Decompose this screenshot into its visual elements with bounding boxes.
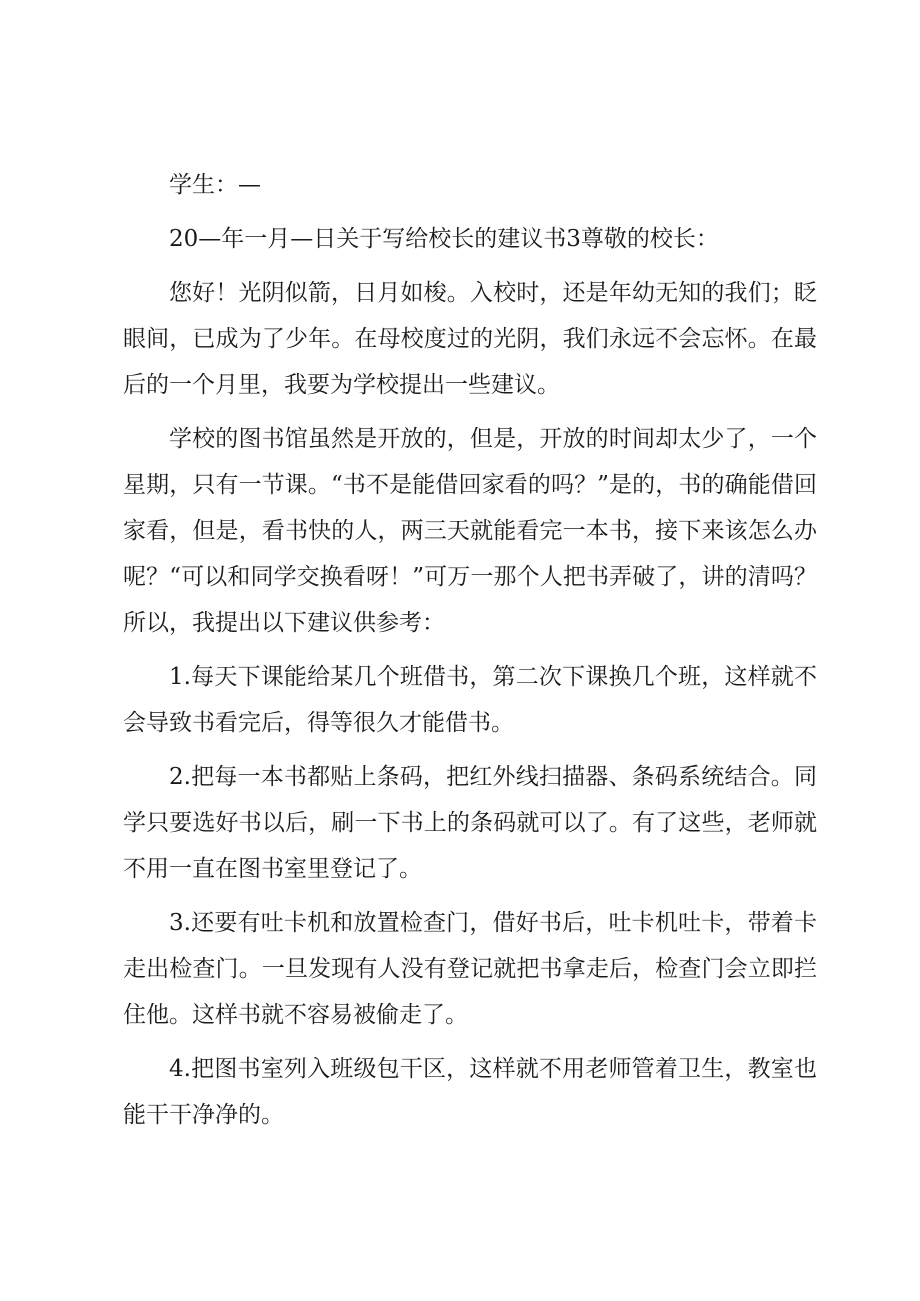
suggestion-4: 4.把图书室列入班级包干区，这样就不用老师管着卫生，教室也能干干净净的。: [123, 1056, 817, 1128]
letter-body: [123, 162, 817, 1138]
suggestion-1: 1.每天下课能给某几个班借书，第二次下课换几个班，这样就不会导致书看完后，得等很久才能借书。: [123, 664, 817, 736]
suggestion-3: 3.还要有吐卡机和放置检查门，借好书后，吐卡机吐卡，带着卡走出检查门。一旦发现有人没有登记就把书拿走后，检查门会立即拦住他。这样书就不容易被偷走了。: [123, 910, 817, 1028]
suggestion-2: 2.把每一本书都贴上条码，把红外线扫描器、条码系统结合。同学只要选好书以后，刷一下书上的条码就可以了。有了这些，老师就不用一直在图书室里登记了。: [123, 764, 817, 882]
letter-heading: 20—年一月—日关于写给校长的建议书3尊敬的校长：: [169, 226, 719, 252]
paragraph-library-problem: 学校的图书馆虽然是开放的，但是，开放的时间却太少了，一个星期，只有一节课。“书不是能借回家看的吗？”是的，书的确能借回家看，但是，看书快的人，两三天就能看完一本书，接下来该怎么办呢？“可以和同学交换看呀！”可万一那个人把书弄破了，讲的清吗？所以，我提出以下建议供参考：: [123, 426, 817, 636]
paragraph-greeting: 您好！光阴似箭，日月如梭。入校时，还是年幼无知的我们；眨眼间，已成为了少年。在母校度过的光阴，我们永远不会忘怀。在最后的一个月里，我要为学校提出一些建议。: [123, 280, 817, 398]
student-signature-line: 学生：—: [169, 172, 261, 198]
